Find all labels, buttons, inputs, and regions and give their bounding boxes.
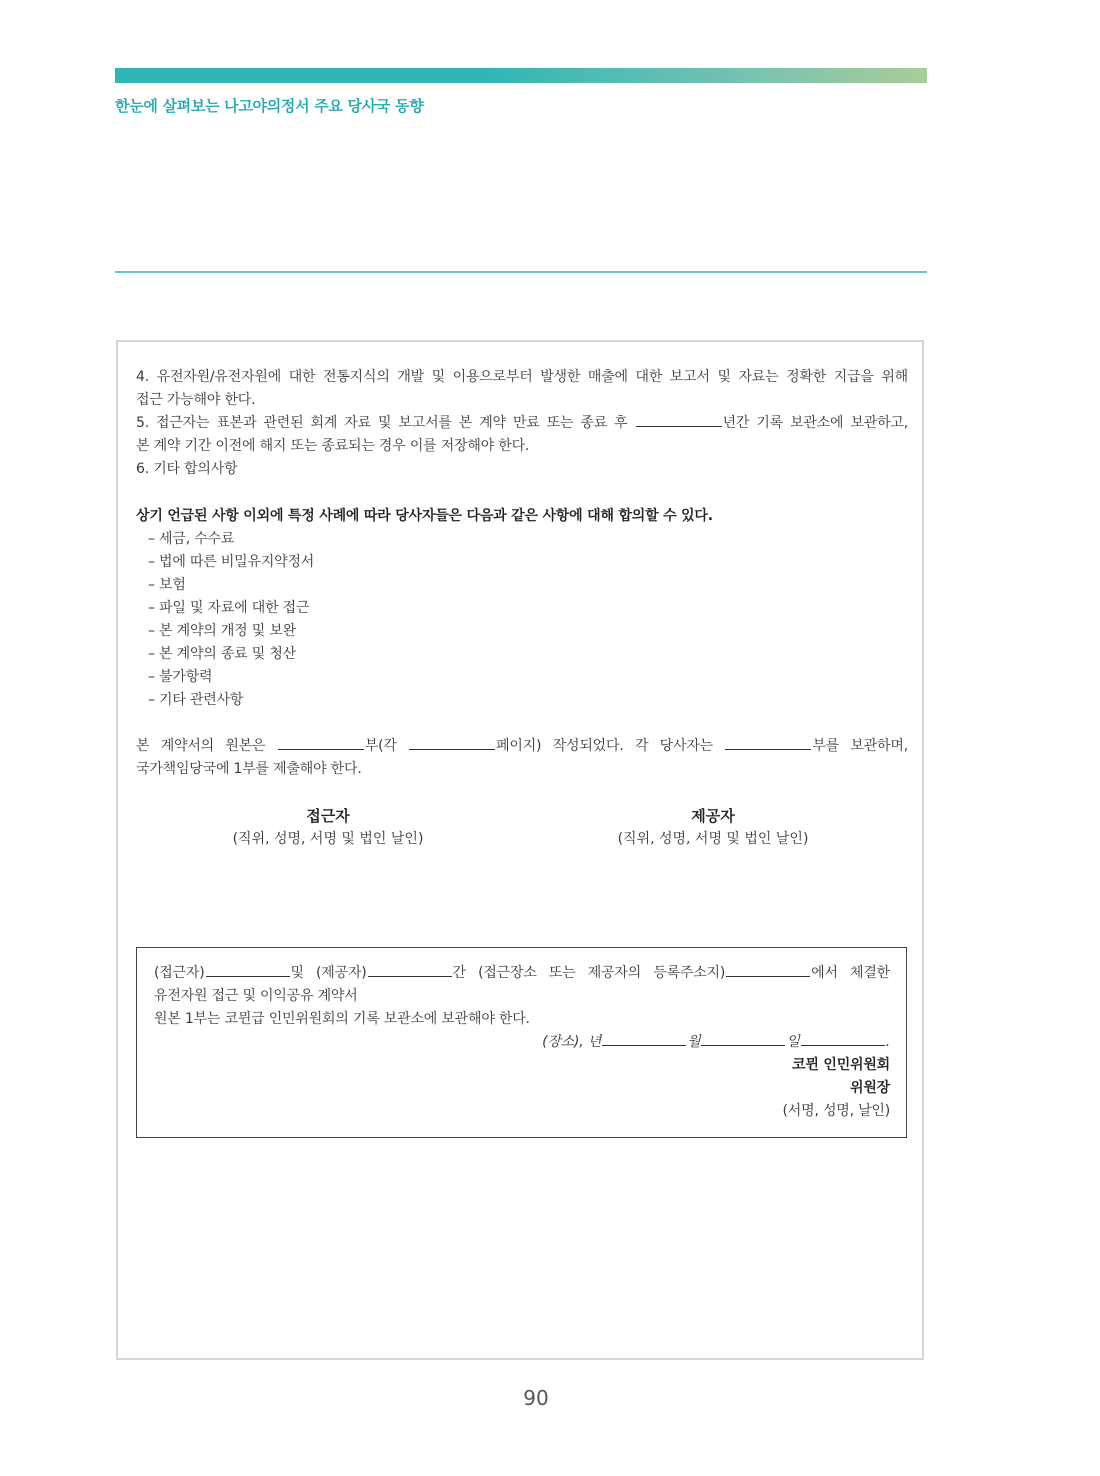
kept-copies-blank — [725, 735, 811, 750]
registry-content — [154, 962, 890, 1123]
registry-line1 — [154, 962, 890, 985]
pages-blank — [409, 735, 495, 750]
clause-4-line2: 접근 가능해야 한다. — [136, 392, 256, 408]
registry-text-d: 에서 체결한 — [811, 965, 890, 981]
copies-count-blank — [278, 735, 364, 750]
copies-text-a: 본 계약서의 원본은 — [136, 738, 266, 754]
day-blank — [801, 1031, 885, 1046]
accessor-blank — [206, 962, 290, 977]
clause-5-line1 — [136, 412, 908, 435]
registry-sign-note: (서명, 성명, 날인) — [782, 1103, 890, 1119]
registry-role: 위원장 — [850, 1080, 890, 1096]
registry-date-line — [154, 1031, 890, 1054]
list-item: – 법에 따른 비밀유지약정서 — [148, 554, 315, 570]
years-blank — [636, 412, 722, 427]
clause-4-line1: 4. 유전자원/유전자원에 대한 전통지식의 개발 및 이용으로부터 발생한 매출에 대한 보고서 및 자료는 정확한 지급을 위해 — [136, 369, 908, 385]
provider-blank — [368, 962, 452, 977]
copies-text-c: 페이지) 작성되었다. 각 당사자는 — [496, 738, 713, 754]
copies-section — [136, 735, 908, 781]
copies-text-d: 부를 보관하며, — [812, 738, 908, 754]
clause-5-text-b: 년간 기록 보관소에 보관하고, — [722, 415, 908, 431]
clauses-section — [136, 366, 908, 481]
copies-line1 — [136, 735, 908, 758]
registry-text-a: (접근자) — [154, 965, 205, 981]
registry-line3: 원본 1부는 코뮌급 인민위원회의 기록 보관소에 보관해야 한다. — [154, 1011, 530, 1027]
list-item: – 본 계약의 종료 및 청산 — [148, 646, 296, 662]
date-place-label: (장소), 년 — [542, 1034, 602, 1050]
date-month-label: 월 — [687, 1034, 701, 1050]
accessor-title: 접근자 — [306, 807, 350, 825]
list-item: – 본 계약의 개정 및 보완 — [148, 623, 296, 639]
month-blank — [701, 1031, 785, 1046]
additional-heading: 상기 언급된 사항 이외에 특정 사례에 따라 당사자들은 다음과 같은 사항에 대해 합의할 수 있다. — [136, 508, 713, 524]
date-day-label: 일 — [786, 1034, 800, 1050]
year-blank — [602, 1031, 686, 1046]
provider-title: 제공자 — [691, 807, 735, 825]
list-item: – 세금, 수수료 — [148, 531, 235, 547]
accessor-note: (직위, 성명, 서명 및 법인 날인) — [232, 831, 424, 847]
provider-note: (직위, 성명, 서명 및 법인 날인) — [617, 831, 809, 847]
header-divider — [115, 271, 927, 273]
list-item: – 기타 관련사항 — [148, 692, 244, 708]
additional-section — [136, 505, 908, 712]
accessor-signature — [178, 805, 478, 851]
provider-signature — [563, 805, 863, 851]
header-accent-bar — [115, 68, 927, 83]
registry-text-b: 및 (제공자) — [290, 965, 367, 981]
list-item: – 불가항력 — [148, 669, 213, 685]
registry-line2: 유전자원 접근 및 이익공유 계약서 — [154, 988, 358, 1004]
registry-box — [136, 947, 907, 1138]
date-end: . — [885, 1034, 890, 1050]
clause-5-line2: 본 계약 기간 이전에 해지 또는 종료되는 경우 이를 저장해야 한다. — [136, 438, 530, 454]
list-item: – 보험 — [148, 577, 186, 593]
address-blank — [726, 962, 810, 977]
clause-6: 6. 기타 합의사항 — [136, 461, 238, 477]
clause-5-text-a: 5. 접근자는 표본과 관련된 회계 자료 및 보고서를 본 계약 만료 또는 종료 후 — [136, 415, 628, 431]
page-number: 90 — [523, 1386, 549, 1410]
page-header-title: 한눈에 살펴보는 나고야의정서 주요 당사국 동향 — [115, 97, 424, 115]
registry-org: 코뮌 인민위원회 — [792, 1057, 890, 1073]
copies-line2: 국가책임당국에 1부를 제출해야 한다. — [136, 761, 362, 777]
copies-text-b: 부(각 — [364, 738, 397, 754]
list-item: – 파일 및 자료에 대한 접근 — [148, 600, 310, 616]
registry-text-c: 간 (접근장소 또는 제공자의 등록주소지) — [452, 965, 726, 981]
